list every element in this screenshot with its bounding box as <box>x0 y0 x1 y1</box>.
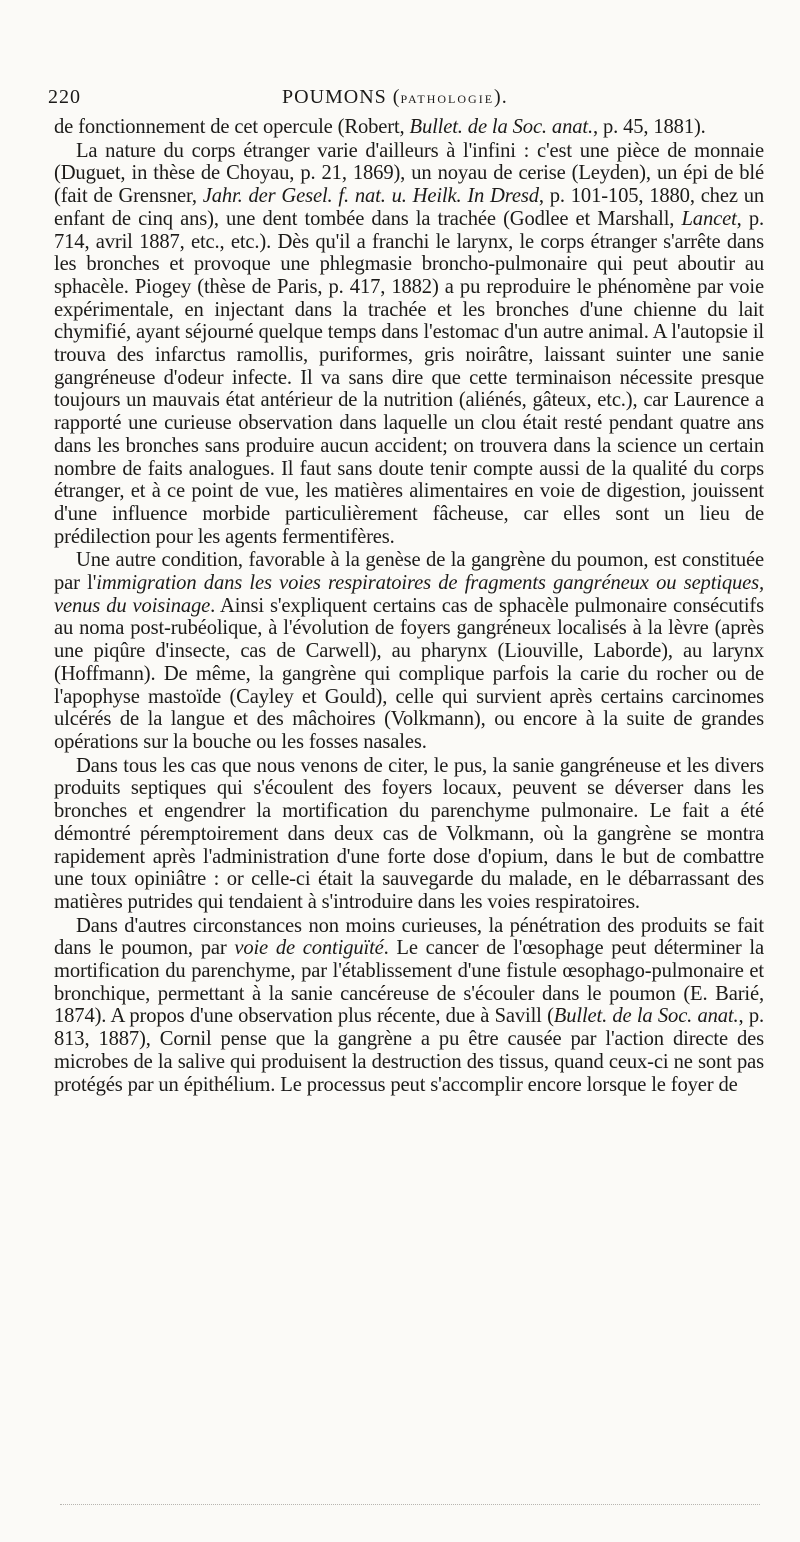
text-run: , p. 813, 1887), Cornil pense que la gangrène a pu être causée par l'action directe des microbes de la salive qui produisent la destruction des tissus, quand ceux-ci ne sont pas protégés par un épithélium. Le processus peut s'accomplir encore lorsque le foyer de <box>54 1005 764 1096</box>
text-run: . Le cancer de l'œsophage peut déterminer la mortification du parenchyme, par l'établissement d'une fistule œsophago-pulmonaire et bronchique, permettant à la sanie cancéreuse de s'écouler dans le poumon (E. Barié, 1874). A propos d'une observation plus récente, due à Savill ( <box>54 937 764 1028</box>
text-run: . Ainsi s'expliquent certains cas de sphacèle pulmonaire consécutifs au noma post-rubéolique, à l'évolution de foyers gangréneux localisés à la lèvre (après une piqûre d'insecte, cas de Carwell), au pharynx (Liouville, Laborde), au larynx (Hoffmann). De même, la gangrène qui complique parfois la carie du rocher ou de l'apophyse mastoïde (Cayley et Gould), celle qui survient après certains carcinomes ulcérés de la langue et des mâchoires (Volkmann), ou encore à la suite de grandes opérations sur la bouche ou les fosses nasales. <box>54 594 764 753</box>
running-title-main: POUMONS ( <box>282 86 401 108</box>
paragraph <box>54 116 764 139</box>
paragraph <box>54 755 764 914</box>
italic-text: Bullet. de la Soc. anat. <box>409 116 593 138</box>
italic-text: Bullet. de la Soc. anat. <box>553 1005 739 1028</box>
paragraph <box>54 915 764 1097</box>
text-run: , p. 714, avril 1887, etc., etc.). Dès qu'il a franchi le larynx, le corps étranger s'arrête dans les bronches et provoque une phlegmasie broncho-pulmonaire qui peut aboutir au sphacèle. Piogey (thèse de Paris, p. 417, 1882) a pu reproduire le phénomène par voie expérimentale, en injectant dans la trachée et les bronches d'une chienne du lait chymifié, ayant séjourné quelque temps dans l'estomac d'un autre animal. A l'autopsie il trouva des infarctus ramollis, puriformes, gris noirâtre, laissant suinter une sanie gangréneuse d'odeur infecte. Il va sans dire que cette terminaison nécessite presque toujours un mauvais état antérieur de la nutrition (aliénés, gâteux, etc.), car Laurence a rapporté une curieuse observation dans laquelle un clou était resté pendant quatre ans dans les bronches sans produire aucun accident; on trouvera dans la science un certain nombre de faits analogues. Il faut sans doute tenir compte aussi de la qualité du corps étranger, et à ce point de vue, les matières alimentaires en voie de digestion, jouissent d'une influence morbide particulièrement fâcheuse, car elles sont un lieu de prédilection pour les agents fermentifères. <box>54 207 764 548</box>
bottom-rule <box>60 1504 760 1505</box>
running-title <box>282 86 508 109</box>
text-run: , p. 45, 1881). <box>592 116 706 138</box>
running-title-end: ). <box>494 86 508 108</box>
italic-text: Jahr. der Gesel. f. nat. u. Heilk. In Dresd <box>202 185 539 208</box>
italic-text: Lancet <box>681 207 737 230</box>
page-number: 220 <box>48 86 81 108</box>
page-header <box>48 86 760 116</box>
running-title-subject: PATHOLOGIE <box>400 92 495 106</box>
italic-text: voie de contiguïté <box>234 937 384 960</box>
text-run: , p. 101-105, 1880, chez un enfant de cinq ans), une dent tombée dans la trachée (Godlee et Marshall, <box>54 185 764 230</box>
italic-text: immigration dans les voies respiratoires de fragments gangréneux ou septiques, venus du voisinage <box>54 572 764 617</box>
text-run: Dans tous les cas que nous venons de citer, le pus, la sanie gangréneuse et les divers produits septiques qui s'écoulent des foyers locaux, peuvent se déverser dans les bronches et engendrer la mortification du parenchyme pulmonaire. Le fait a été démontré péremptoirement dans deux cas de Volkmann, où la gangrène se montra rapidement après l'administration d'une forte dose d'opium, dans le but de combattre une toux opiniâtre : or celle-ci était la sauvegarde du malade, en le débarrassant des matières putrides qui tendaient à s'introduire dans les voies respiratoires. <box>54 754 764 913</box>
body-text <box>54 116 764 1096</box>
text-run: Dans d'autres circonstances non moins curieuses, la pénétration des produits se fait dans le poumon, par <box>54 914 764 960</box>
text-run: La nature du corps étranger varie d'ailleurs à l'infini : c'est une pièce de monnaie (Duguet, in thèse de Choyau, p. 21, 1869), un noyau de cerise (Leyden), un épi de blé (fait de Grensner, <box>54 139 764 208</box>
paragraph <box>54 549 764 753</box>
text-run: Une autre condition, favorable à la genèse de la gangrène du poumon, est constituée par l' <box>54 549 764 595</box>
text-run: de fonctionnement de cet opercule (Robert, <box>54 116 410 138</box>
paragraph <box>54 140 764 549</box>
